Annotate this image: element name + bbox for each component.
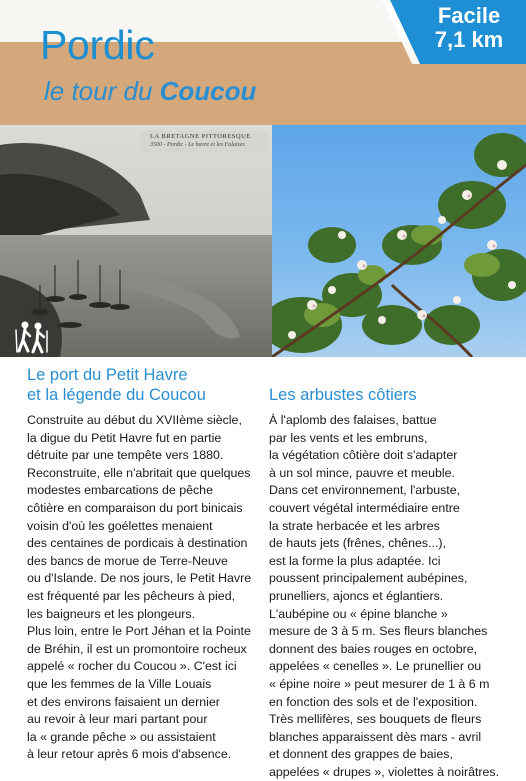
hawthorn-illustration bbox=[272, 125, 526, 357]
section-petit-havre bbox=[27, 365, 259, 764]
badge-level: Facile bbox=[437, 3, 501, 28]
page-title: Pordic bbox=[40, 22, 155, 68]
photo-strip bbox=[0, 125, 526, 357]
badge-distance: 7,1 km bbox=[434, 27, 504, 52]
section-title: Les arbustes côtiers bbox=[269, 386, 417, 404]
section-body: À l'aplomb des falaises, battue par les vents et les embruns, la végétation côtière doit s'adapter à un sol mince, pauvre et meuble. Dans cet environnement, l'arbuste, couvert végétal intermédiaire entre la strate herbacée et les arbres de hauts jets (frênes, chênes...), est la forme la plus adaptée. Ici poussent principalement aubépines, prunelliers, ajoncs et églantiers. L'aubépine ou « épine blanche » mesure de 3 à 5 m. Ses fleurs blanches donnent des baies rouges en octobre, appelées « cenelles ». Le prunellier ou « épine noire » peut mesurer de 1 à 6 m en fonction des sols et de l'exposition. Très mellifères, ses bouquets de fleurs blanches apparaissent dès mars - avril et donnent des grappes de baies, appelées « drupes », violettes à noirâtres. bbox=[269, 413, 500, 779]
section-body: Construite au début du XVIIème siècle, la digue du Petit Havre fut en partie détruite par une tempête vers 1880. Reconstruite, elle n'abritait que quelques modestes embarcations de pêche côtière en comparaison du port binicais voisin d'où les goélettes menaient des centaines de pordicais à destination des bancs de morue de Terre-Neuve ou d'Islande. De nos jours, le Petit Havre est fréquenté par les pêcheurs à pied, les baigneurs et les plongeurs. Plus loin, entre le Port Jéhan et la Pointe de Bréhin, il est un promontoire rocheux appelé « rocher du Coucou ». C'est ici que les femmes de la Ville Louais et des environs faisaient un dernier au revoir à leur mari partant pour la « grande pêche » ou assistaient à leur retour après 6 mois d'absence. bbox=[27, 413, 252, 762]
section-title: Le port du Petit Havre et la légende du Coucou bbox=[27, 366, 206, 404]
page-subtitle bbox=[44, 76, 256, 107]
badge-text bbox=[412, 4, 526, 52]
difficulty-badge bbox=[362, 0, 526, 64]
hikers-icon bbox=[12, 318, 52, 358]
subtitle-bold: Coucou bbox=[159, 76, 257, 106]
postcard-subcaption: 3500 - Pordic - Le havre et les Falaises bbox=[150, 142, 245, 148]
subtitle-prefix: le tour du bbox=[44, 76, 160, 106]
postcard-caption: LA BRETAGNE PITTORESQUE bbox=[150, 133, 251, 140]
section-arbustes bbox=[269, 365, 509, 781]
hawthorn-photo bbox=[272, 125, 526, 357]
